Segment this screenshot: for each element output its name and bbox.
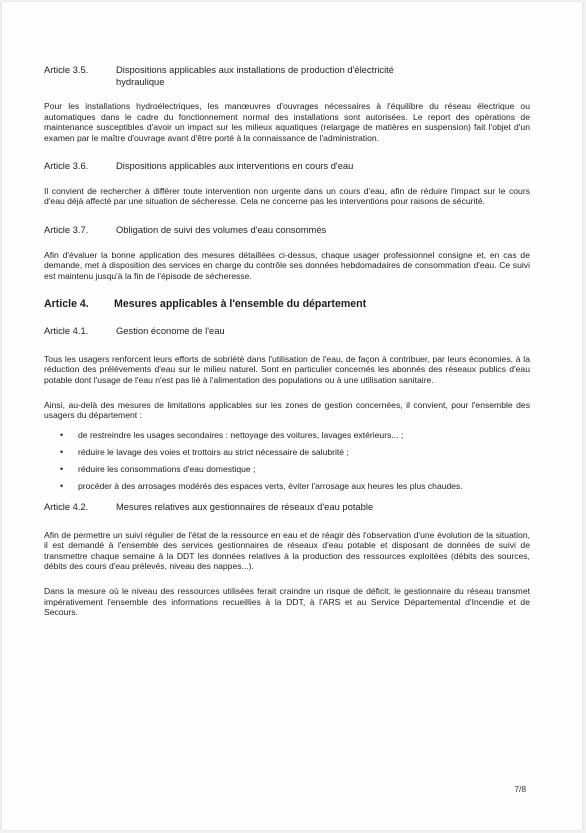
article-title-line-2: hydraulique [116,75,165,87]
article-title-line-1: Dispositions applicables aux installations de production d'électricité [116,64,394,75]
list-item: • réduire les consommations d'eau domestique ; [44,464,530,475]
page-content [44,64,530,618]
article-number: Article 3.6. [44,160,89,172]
article-3-6-heading [44,160,530,172]
article-title: Mesures applicables à l'ensemble du département [114,298,367,311]
article-title [116,64,530,87]
article-4-1-paragraph-2: Ainsi, au-delà des mesures de limitations applicables sur les zones de gestion concernées, il convient, pour l'ensemble des usagers du département : [44,399,530,421]
article-number: Article 4. [44,298,89,311]
article-number: Article 3.7. [44,224,89,236]
article-3-5-paragraph: Pour les installations hydroélectriques, les manœuvres d'ouvrages nécessaires à l'équilibre du réseau électrique ou automatiques dans le cadre du fonctionnement normal des installations sont autorisées. Le report des opérations de maintenance susceptibles d'avoir un impact sur les milieux aquatiques (relargage de matières en suspension) fait l'objet d'un examen par le maître d'ouvrage avant d'être porté à la connaissance de l'administration. [44,101,530,143]
article-4-2-paragraph-1: Afin de permettre un suivi régulier de l'état de la ressource en eau et de réagir dès l'observation d'une évolution de la situation, il est demandé à l'ensemble des services gestionnaires de réseaux d'eau potable et disposant de données de suivi de transmettre chaque semaine à la DDT les données relatives à la production des ressources exploitées (débits des sources, débits des cours d'eau prélevés, niveau des nappes...). [44,529,530,572]
article-4-2-heading [44,501,530,513]
list-item: • réduire le lavage des voies et trottoirs au strict nécessaire de salubrité ; [44,447,530,458]
article-number: Article 4.2. [44,501,89,513]
list-item: • de restreindre les usages secondaires : nettoyage des voitures, lavages extérieurs... ; [44,430,530,441]
list-item: • procéder à des arrosages modérés des espaces verts, éviter l'arrosage aux heures les plus chaudes. [44,481,530,492]
article-title: Dispositions applicables aux interventions en cours d'eau [116,160,354,172]
article-number: Article 3.5. [44,64,89,75]
article-3-7-heading [44,224,530,236]
article-3-5-heading [44,64,530,87]
article-3-7-paragraph: Afin d'évaluer la bonne application des mesures détaillées ci-dessus, chaque usager professionnel consigne et, en cas de demande, met à disposition des services en charge du contrôle ses données hebdomadaires de consommation d'eau. Ce suivi est maintenu jusqu'à la fin de l'épisode de sécheresse. [44,249,530,281]
document-page [2,2,582,830]
article-4-heading [44,298,530,311]
article-4-1-paragraph-1: Tous les usagers renforcent leurs efforts de sobriété dans l'utilisation de l'eau, de façon à contribuer, par leurs économies, à la réduction des prélèvements d'eau sur le milieu naturel. Sont en particulier concernés les abonnés des réseaux publics d'eau potable dont l'usage de l'eau n'est pas lié à l'alimentation des populations ou à une utilisation sanitaire. [44,353,530,386]
measures-list [44,430,530,492]
page-number: 7/8 [514,784,526,794]
article-title: Gestion économe de l'eau [116,325,225,337]
article-4-2-paragraph-2: Dans la mesure où le niveau des ressources utilisées ferait craindre un risque de déficit, le gestionnaire du réseau transmet impérativement l'ensemble des informations recueillies à la DDT, à l'ARS et au Service Départemental d'Incendie et de Secours. [44,586,530,618]
article-4-1-heading [44,325,530,337]
article-3-6-paragraph: Il convient de rechercher à différer toute intervention non urgente dans un cours d'eau, afin de réduire l'impact sur le cours d'eau déjà affecté par une situation de sécheresse. Cela ne concerne pas les interventions pour raisons de sécurité. [44,185,530,207]
article-title: Obligation de suivi des volumes d'eau consommés [116,224,327,236]
article-number: Article 4.1. [44,325,89,337]
article-title: Mesures relatives aux gestionnaires de réseaux d'eau potable [116,501,374,513]
